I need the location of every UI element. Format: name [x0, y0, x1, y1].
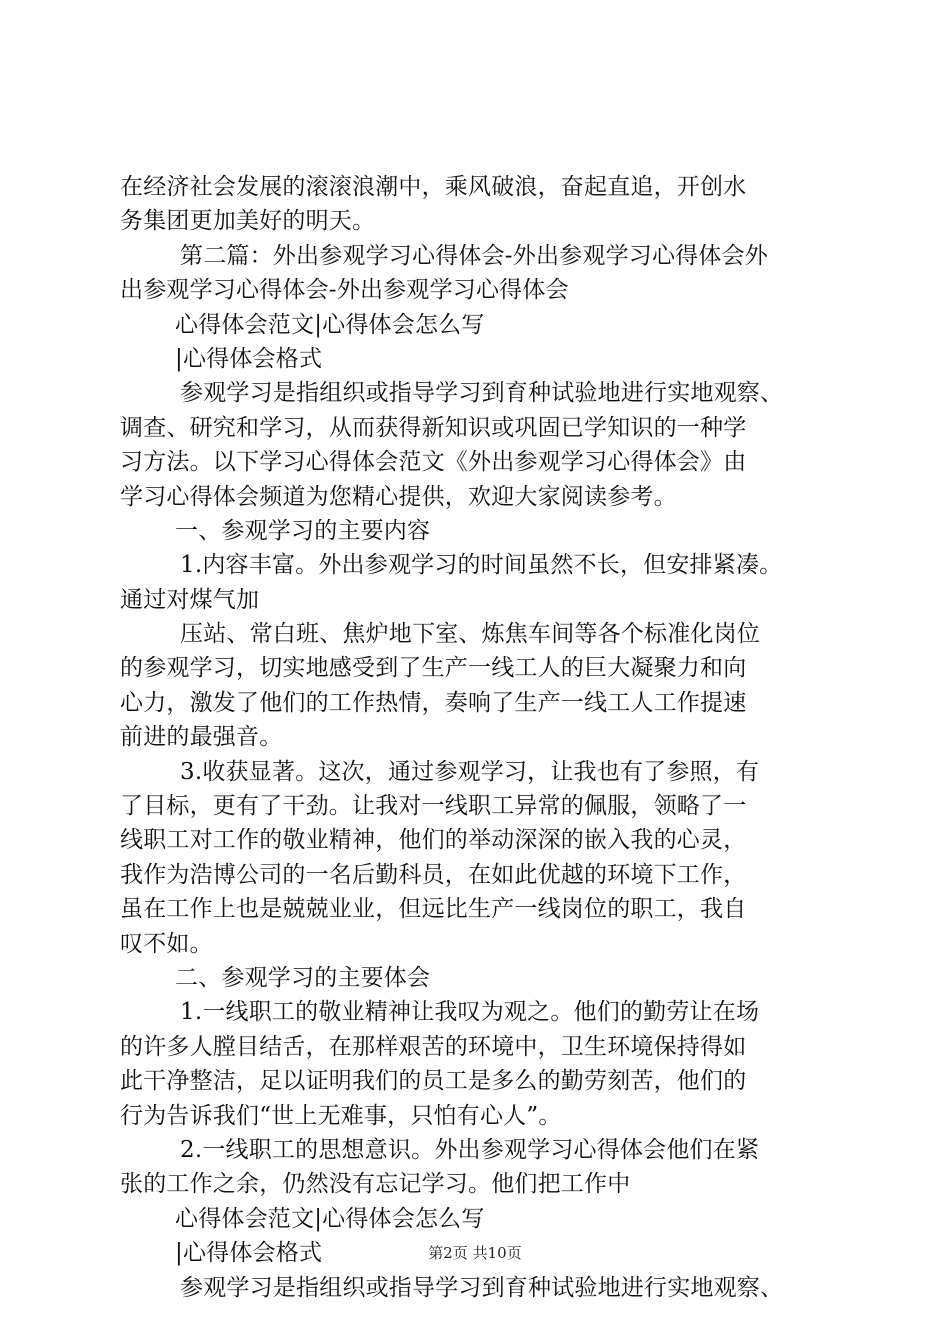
text-line: 在经济社会发展的滚滚浪潮中，乘风破浪，奋起直追，开创水	[120, 174, 747, 200]
text-line: |心得体会格式	[175, 1240, 323, 1267]
section-heading: 第二篇：外出参观学习心得体会-外出参观学习心得体会外	[180, 242, 768, 269]
text-line: 出参观学习心得体会-外出参观学习心得体会	[120, 277, 569, 304]
text-line: 学习心得体会频道为您精心提供，欢迎大家阅读参考。	[120, 483, 677, 510]
text-line: 务集团更加美好的明天。	[120, 208, 376, 235]
text-line: 我作为浩博公司的一名后勤科员，在如此优越的环境下工作，	[120, 861, 747, 888]
text-line: 1.内容丰富。外出参观学习的时间虽然不长，但安排紧凑。	[180, 552, 783, 579]
text-line: 的许多人膛目结舌，在那样艰苦的环境中，卫生环境保持得如	[120, 1033, 747, 1060]
text-line: 调查、研究和学习，从而获得新知识或巩固已学知识的一种学	[120, 414, 747, 441]
text-line: 心得体会范文|心得体会怎么写	[175, 1205, 485, 1232]
subheading: 二、参观学习的主要体会	[175, 964, 431, 991]
text-line: 此干净整洁，足以证明我们的员工是多么的勤劳刻苦，他们的	[120, 1068, 747, 1095]
text-line: 张的工作之余，仍然没有忘记学习。他们把工作中	[120, 1171, 631, 1198]
text-line: 行为告诉我们“世上无难事，只怕有心人”。	[120, 1102, 562, 1129]
text-line: 习方法。以下学习心得体会范文《外出参观学习心得体会》由	[120, 449, 747, 476]
text-line: 参观学习是指组织或指导学习到育种试验地进行实地观察、	[180, 1274, 784, 1301]
document-body	[120, 170, 840, 1305]
text-line: 线职工对工作的敬业精神，他们的举动深深的嵌入我的心灵，	[120, 827, 747, 854]
text-line: 心得体会范文|心得体会怎么写	[175, 311, 485, 338]
text-line: 通过对煤气加	[120, 586, 260, 613]
text-line: 心力，激发了他们的工作热情，奏响了生产一线工人工作提速	[120, 689, 747, 716]
subheading: 一、参观学习的主要内容	[175, 517, 431, 544]
text-line: 的参观学习，切实地感受到了生产一线工人的巨大凝聚力和向	[120, 655, 747, 682]
text-line: 1.一线职工的敬业精神让我叹为观之。他们的勤劳让在场	[180, 999, 760, 1026]
text-line: 参观学习是指组织或指导学习到育种试验地进行实地观察、	[180, 380, 784, 407]
page-number-footer: 第2页 共10页	[428, 1244, 522, 1262]
text-line: 虽在工作上也是兢兢业业，但远比生产一线岗位的职工，我自	[120, 896, 747, 923]
text-line: 了目标，更有了干劲。让我对一线职工异常的佩服，领略了一	[120, 793, 747, 820]
text-line: 3.收获显著。这次，通过参观学习，让我也有了参照，有	[180, 758, 760, 785]
text-line: 压站、常白班、焦炉地下室、炼焦车间等各个标准化岗位	[180, 621, 760, 648]
text-line: 前进的最强音。	[120, 724, 283, 751]
text-line: 2.一线职工的思想意识。外出参观学习心得体会他们在紧	[180, 1136, 760, 1163]
text-line: |心得体会格式	[175, 345, 323, 372]
text-line: 叹不如。	[120, 930, 213, 957]
